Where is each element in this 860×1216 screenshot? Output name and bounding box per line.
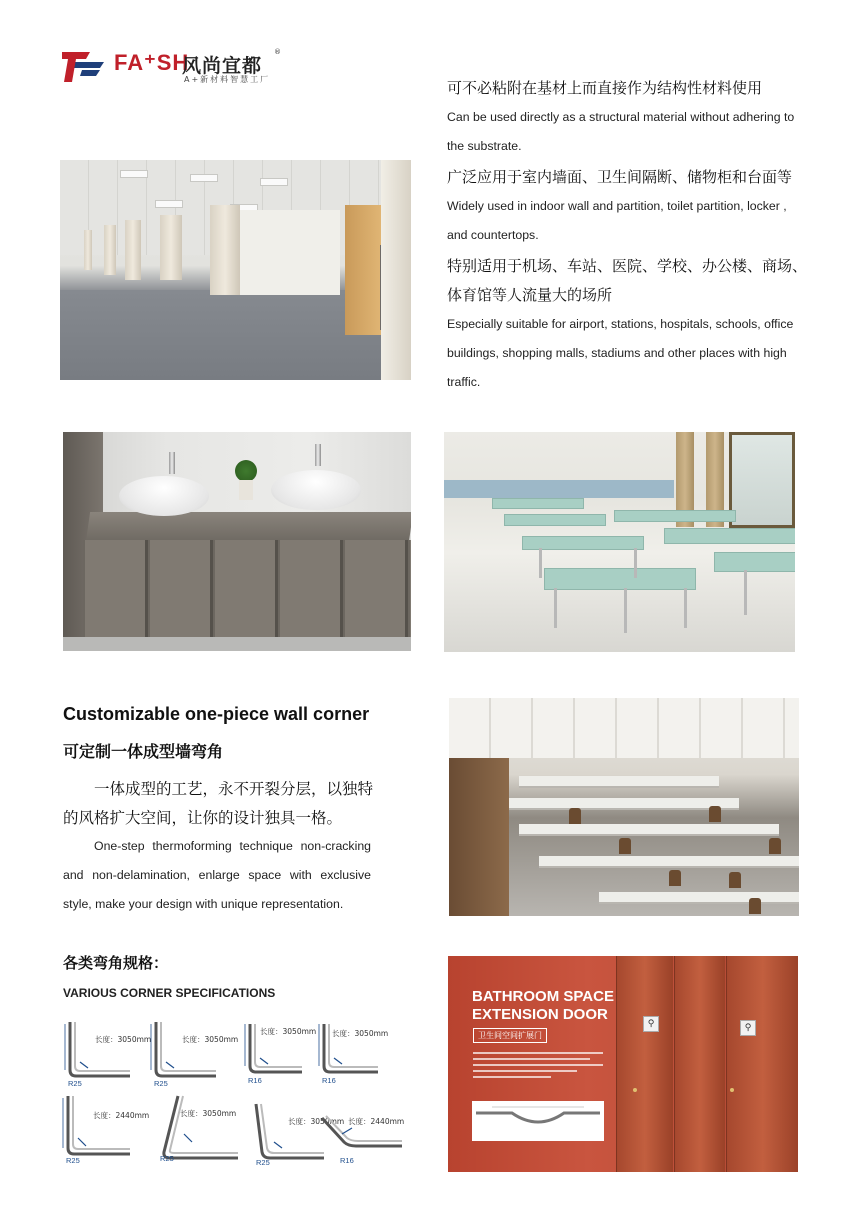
corner-radius: R16 — [340, 1156, 354, 1165]
brand-cn-name: 风尚宜都 — [182, 55, 263, 77]
intro-copy — [447, 74, 807, 397]
door-curve-diagram — [472, 1101, 604, 1141]
corner-body-cn: 一体成型的工艺，永不开裂分层，以独特的风格扩大空间，让你的设计独具一格。 — [63, 780, 374, 827]
specs-heading-en: VARIOUS CORNER SPECIFICATIONS — [63, 986, 276, 1000]
corner-title-cn: 可定制一体成型墙弯角 — [63, 742, 224, 761]
corner-spec-8 — [318, 1112, 404, 1166]
vanity-countertop-photo — [63, 432, 411, 651]
corner-radius: R16 — [322, 1076, 336, 1085]
corner-radius: R25 — [160, 1154, 174, 1163]
toilet-sign-icon: ⚲ — [643, 1016, 659, 1032]
specs-heading-cn: 各类弯角规格： — [63, 954, 169, 972]
corner-body-en: One-step thermoforming technique non-cracking and non-delamination, enlarge space with exclusive style, make your design with unique representation. — [63, 839, 371, 911]
corner-spec-5 — [60, 1094, 150, 1166]
corner-length: 长度：2440mm — [348, 1117, 405, 1126]
corner-title-en: Customizable one-piece wall corner — [63, 704, 370, 724]
obtuse-corner-diagram — [252, 1100, 326, 1166]
l-corner-diagram — [148, 1018, 220, 1088]
intro-line1-en: Can be used directly as a structural material without adhering to the substrate. — [447, 110, 795, 153]
corner-length: 长度：3050mm — [95, 1035, 152, 1044]
corner-radius: R16 — [248, 1076, 262, 1085]
bathroom-title-line1: BATHROOM SPACE — [472, 988, 614, 1005]
bathroom-title-line2: EXTENSION DOOR — [472, 1006, 608, 1023]
bathroom-text-block — [473, 1052, 603, 1082]
brand-wordmark: FA⁺SH — [114, 50, 190, 75]
intro-line3-en: Especially suitable for airport, stations, hospitals, schools, office buildings, shopping malls, stadiums and other places with high traffic. — [447, 317, 794, 389]
corner-spec-6 — [158, 1094, 242, 1166]
fash-logo-icon — [60, 48, 110, 84]
corner-spec-1 — [62, 1018, 152, 1088]
corner-spec-7 — [252, 1100, 345, 1167]
intro-line3-cn: 特别适用于机场、车站、医院、学校、办公楼、商场、体育馆等人流量大的场所 — [447, 257, 808, 304]
corner-length: 长度：3050mm — [182, 1035, 239, 1044]
registered-mark: ® — [274, 48, 281, 56]
corner-radius: R25 — [68, 1079, 82, 1088]
corner-length: 长度：2440mm — [93, 1111, 150, 1120]
corner-radius: R25 — [256, 1158, 270, 1167]
corner-spec-2 — [148, 1018, 239, 1088]
corner-length: 长度：3050mm — [288, 1117, 345, 1126]
corner-spec-4 — [316, 1022, 389, 1085]
office-lobby-photo — [60, 160, 411, 380]
brand-tagline: A+新材料智慧工厂 — [184, 75, 271, 84]
bathroom-badge: 卫生间空间扩展门 — [473, 1028, 547, 1043]
corner-radius: R25 — [66, 1156, 80, 1165]
bathroom-door-photo — [448, 956, 798, 1172]
l-corner-diagram — [62, 1018, 134, 1088]
intro-line2-en: Widely used in indoor wall and partition, toilet partition, locker , and countertops. — [447, 199, 787, 242]
toilet-sign-icon: ⚲ — [740, 1020, 756, 1036]
intro-line2-cn: 广泛应用于室内墙面、卫生间隔断、储物柜和台面等 — [447, 168, 793, 186]
intro-line1-cn: 可不必粘附在基材上而直接作为结构性材料使用 — [447, 79, 763, 97]
corner-spec-3 — [242, 1022, 317, 1085]
corner-length: 长度：3050mm — [260, 1027, 317, 1036]
brand-logo — [60, 46, 280, 86]
corner-length: 长度：3050mm — [332, 1029, 389, 1038]
corner-radius: R25 — [154, 1079, 168, 1088]
canteen-tables-photo — [449, 698, 799, 916]
classroom-desks-photo — [444, 432, 795, 652]
corner-length: 长度：3050mm — [180, 1109, 237, 1118]
bathroom-title — [472, 988, 614, 1024]
